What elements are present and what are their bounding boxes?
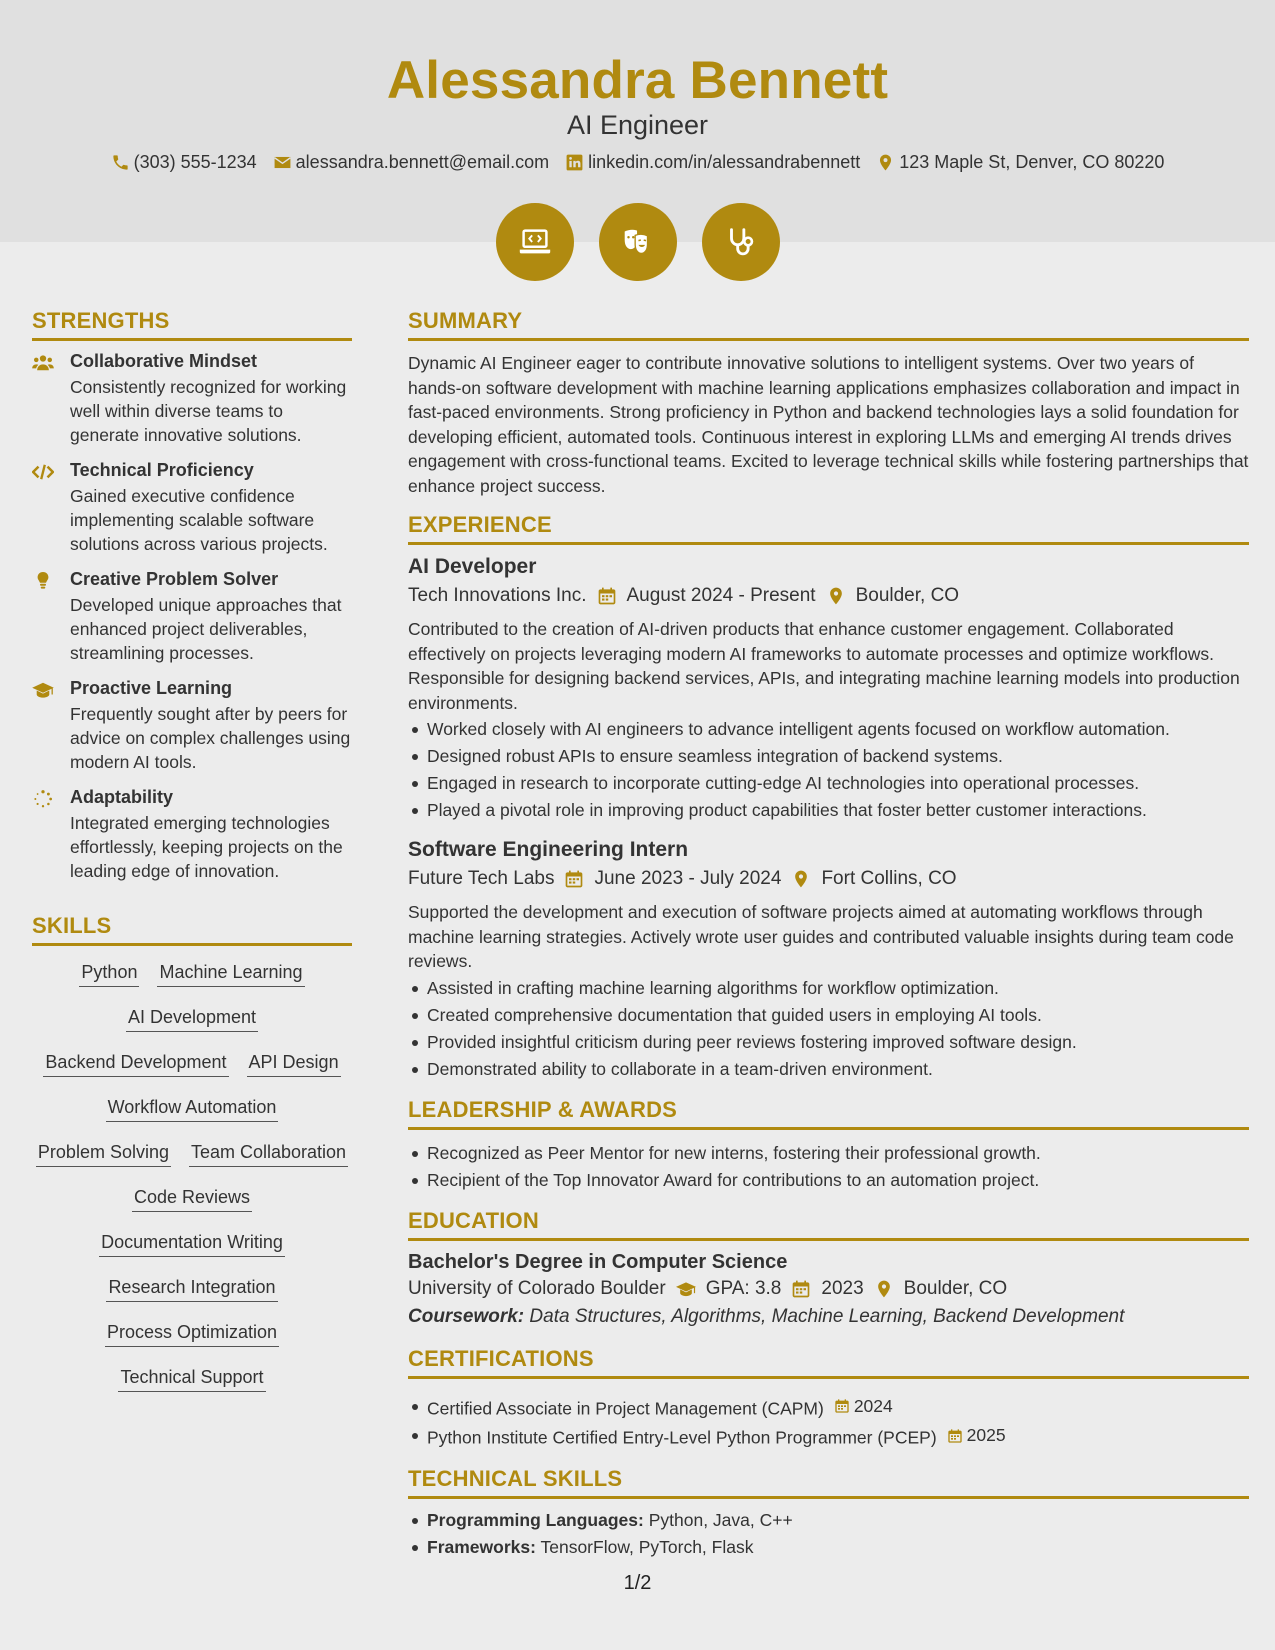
job-bullet: Engaged in research to incorporate cutting-edge AI technologies into operational processes. — [408, 770, 1249, 797]
contact-email[interactable] — [273, 152, 549, 173]
degree-title: Bachelor's Degree in Computer Science — [408, 1250, 788, 1273]
job-title: AI Developer — [408, 555, 537, 578]
summary-heading: SUMMARY — [408, 308, 1249, 341]
map-marker-icon — [826, 586, 846, 606]
certifications-heading: CERTIFICATIONS — [408, 1346, 1249, 1379]
leadership-list — [408, 1140, 1249, 1194]
strengths-heading: STRENGTHS — [32, 308, 352, 341]
certifications-list — [408, 1393, 1249, 1452]
strength-item — [32, 351, 352, 447]
skills-heading: SKILLS — [32, 913, 352, 946]
calendar-icon — [947, 1428, 963, 1444]
technical-skill-item — [408, 1534, 1249, 1561]
job-bullet: Designed robust APIs to ensure seamless integration of backend systems. — [408, 743, 1249, 770]
phone-icon — [111, 153, 130, 172]
skill-tag: Python — [79, 962, 139, 987]
job-bullet: Provided insightful criticism during peer reviews fostering improved software design. — [408, 1029, 1249, 1056]
strength-item — [32, 787, 352, 883]
job-bullet: Worked closely with AI engineers to advance intelligent agents focused on workflow automation. — [408, 716, 1249, 743]
education-meta — [408, 1278, 1249, 1300]
strength-desc: Integrated emerging technologies effortlessly, keeping projects on the leading edge of innovation. — [70, 813, 343, 881]
job-bullets — [408, 716, 1249, 824]
school-location: Boulder, CO — [903, 1277, 1008, 1299]
strength-desc: Frequently sought after by peers for advice on complex challenges using modern AI tools. — [70, 704, 351, 772]
skill-tag: Team Collaboration — [189, 1142, 348, 1167]
education-heading: EDUCATION — [408, 1208, 1249, 1241]
certification-name: Certified Associate in Project Management (CAPM) — [427, 1398, 824, 1418]
calendar-icon — [564, 869, 584, 889]
skill-tag: Process Optimization — [105, 1322, 279, 1347]
linkedin-text: linkedin.com/in/alessandrabennett — [588, 152, 861, 172]
phone-text: (303) 555-1234 — [133, 152, 257, 172]
strength-item — [32, 569, 352, 665]
technical-skill-item — [408, 1507, 1249, 1534]
experience-heading: EXPERIENCE — [408, 512, 1249, 545]
certification-year: 2025 — [966, 1425, 1006, 1445]
technical-skill-value: TensorFlow, PyTorch, Flask — [540, 1536, 754, 1557]
certification-item — [408, 1393, 1249, 1423]
skill-tag: Backend Development — [43, 1052, 228, 1077]
map-marker-icon — [874, 1279, 894, 1299]
candidate-title: AI Engineer — [566, 110, 709, 140]
technical-skills-heading: TECHNICAL SKILLS — [408, 1466, 1249, 1499]
interest-badges — [0, 203, 1275, 281]
job-bullet: Played a pivotal role in improving product capabilities that foster better customer interactions. — [408, 797, 1249, 824]
coursework — [408, 1306, 1249, 1328]
calendar-icon — [597, 586, 617, 606]
job-company: Tech Innovations Inc. — [408, 585, 587, 606]
map-marker-icon — [791, 869, 811, 889]
users-icon — [32, 354, 54, 372]
contact-bar — [0, 152, 1275, 173]
contact-linkedin[interactable] — [565, 152, 860, 173]
job-location: Boulder, CO — [855, 585, 960, 606]
technical-skill-label: Programming Languages: — [427, 1509, 644, 1530]
job-title: Software Engineering Intern — [408, 838, 689, 861]
stethoscope-icon — [722, 223, 760, 261]
job-description: Supported the development and execution of software projects aimed at automating workflows through machine learning strategies. Actively wrote user guides and contributed valuable insights during team code reviews. — [408, 902, 1234, 971]
job-bullet: Created comprehensive documentation that guided users in employing AI tools. — [408, 1002, 1249, 1029]
laptop-code-badge — [496, 203, 574, 281]
summary-text: Dynamic AI Engineer eager to contribute innovative solutions to intelligent systems. Over two years of hands-on software development with machine learning applications emphasizes collaboration and impact in fast-paced environments. Strong proficiency in Python and backend technologies lays a solid foundation for developing efficient, automated tools. Continuous interest in exploring LLMs and emerging AI trends drives engagement with cross-functional teams. Excited to leverage technical skills while fostering partnerships that enhance project success. — [408, 353, 1249, 496]
skill-tag: Problem Solving — [36, 1142, 171, 1167]
linkedin-icon — [565, 153, 584, 172]
candidate-name: Alessandra Bennett — [386, 51, 889, 110]
job-location: Fort Collins, CO — [821, 868, 957, 889]
strength-title: Proactive Learning — [70, 678, 233, 698]
technical-skills-list — [408, 1507, 1249, 1561]
certification-name: Python Institute Certified Entry-Level Python Programmer (PCEP) — [427, 1427, 937, 1448]
skill-tag: Technical Support — [118, 1367, 265, 1392]
address-text: 123 Maple St, Denver, CO 80220 — [899, 152, 1165, 172]
technical-skill-label: Frameworks: — [427, 1536, 536, 1557]
theater-masks-badge — [599, 203, 677, 281]
job-dates: August 2024 - Present — [626, 585, 816, 606]
calendar-icon — [791, 1279, 811, 1299]
technical-skill-value: Python, Java, C++ — [648, 1509, 793, 1530]
job-dates: June 2023 - July 2024 — [594, 868, 782, 889]
left-column — [32, 308, 352, 1392]
contact-phone[interactable] — [111, 152, 257, 173]
skill-tag: Machine Learning — [157, 962, 304, 987]
gpa: GPA: 3.8 — [705, 1277, 782, 1299]
theater-masks-icon — [619, 223, 657, 261]
leadership-heading: LEADERSHIP & AWARDS — [408, 1097, 1249, 1130]
graduation-year: 2023 — [821, 1277, 864, 1299]
stethoscope-badge — [702, 203, 780, 281]
strength-desc: Gained executive confidence implementing scalable software solutions across various projects. — [70, 486, 328, 554]
job-description: Contributed to the creation of AI-driven products that enhance customer engagement. Collaborated effectively on projects leveraging modern AI frameworks to automate processes and optimize workflows. Responsible for designing backend services, APIs, and integrating machine learning models into production environments. — [408, 619, 1240, 713]
job-bullet: Demonstrated ability to collaborate in a team-driven environment. — [408, 1056, 1249, 1083]
job-company: Future Tech Labs — [408, 868, 555, 889]
map-marker-icon — [876, 153, 895, 172]
skill-tag: Workflow Automation — [106, 1097, 279, 1122]
skill-tag: Documentation Writing — [99, 1232, 285, 1257]
strength-item — [32, 678, 352, 774]
school-name: University of Colorado Boulder — [408, 1277, 666, 1299]
strength-title: Technical Proficiency — [70, 460, 254, 480]
strength-title: Creative Problem Solver — [70, 569, 279, 589]
job-bullet: Assisted in crafting machine learning algorithms for workflow optimization. — [408, 975, 1249, 1002]
leadership-item: Recipient of the Top Innovator Award for contributions to an automation project. — [408, 1167, 1249, 1194]
skill-tag: API Design — [247, 1052, 341, 1077]
laptop-code-icon — [516, 223, 554, 261]
coursework-label: Coursework: — [408, 1305, 525, 1327]
graduation-cap-icon — [676, 1279, 696, 1299]
spinner-icon — [32, 790, 54, 808]
job-bullets — [408, 975, 1249, 1083]
job-entry — [408, 838, 1249, 1083]
right-column — [408, 308, 1249, 1561]
lightbulb-icon — [32, 572, 54, 590]
graduation-cap-icon — [32, 681, 54, 699]
calendar-icon — [834, 1398, 850, 1414]
strength-desc: Developed unique approaches that enhanced project deliverables, streamlining processes. — [70, 595, 342, 663]
leadership-item: Recognized as Peer Mentor for new interns, fostering their professional growth. — [408, 1140, 1249, 1167]
strength-desc: Consistently recognized for working well within diverse teams to generate innovative solutions. — [70, 377, 347, 445]
job-meta — [408, 585, 1249, 607]
certification-item — [408, 1422, 1249, 1452]
page-number: 1/2 — [623, 1572, 652, 1594]
skill-tag: Code Reviews — [132, 1187, 252, 1212]
coursework-text: Data Structures, Algorithms, Machine Learning, Backend Development — [529, 1305, 1125, 1327]
strength-title: Adaptability — [70, 787, 174, 807]
skills-list — [32, 962, 352, 1392]
code-icon — [32, 463, 54, 481]
strength-item — [32, 460, 352, 556]
job-entry — [408, 555, 1249, 824]
envelope-icon — [273, 153, 292, 172]
contact-address[interactable] — [876, 152, 1164, 173]
skill-tag: Research Integration — [106, 1277, 277, 1302]
email-text: alessandra.bennett@email.com — [295, 152, 550, 172]
skill-tag: AI Development — [126, 1007, 258, 1032]
certification-year: 2024 — [853, 1395, 893, 1416]
strength-title: Collaborative Mindset — [70, 351, 258, 371]
job-meta — [408, 868, 1249, 890]
